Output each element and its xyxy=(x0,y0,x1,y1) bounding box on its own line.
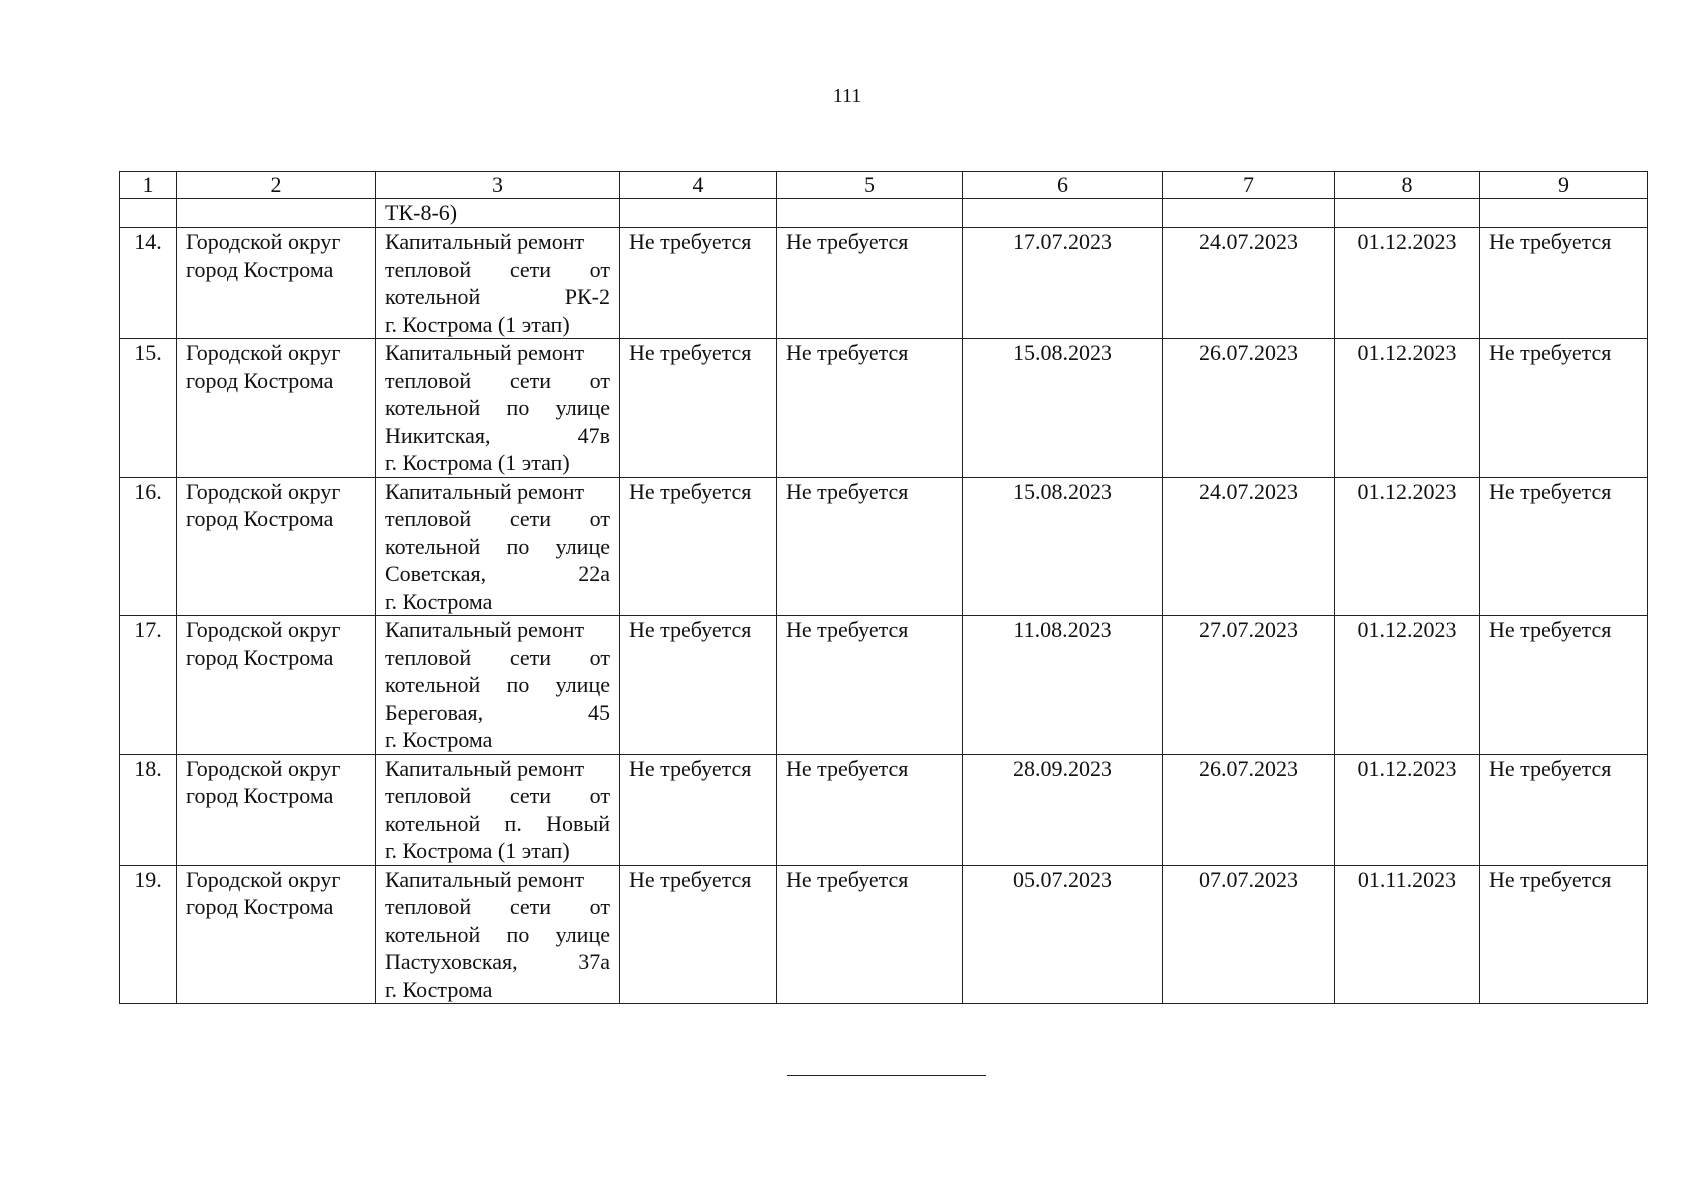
column-6-date: 15.08.2023 xyxy=(963,477,1163,616)
column-8-date: 01.12.2023 xyxy=(1335,339,1480,478)
description-line: Капитальный ремонт xyxy=(385,866,585,892)
column-8-date: 01.11.2023 xyxy=(1335,865,1480,1004)
table-cell xyxy=(1163,199,1335,228)
column-6-date: 17.07.2023 xyxy=(963,228,1163,339)
column-9-value: Не требуется xyxy=(1480,754,1648,865)
column-6-date: 11.08.2023 xyxy=(963,616,1163,755)
table-row xyxy=(120,865,1648,1004)
description-line: Пастуховская, 37а xyxy=(385,949,610,974)
description-line: г. Кострома (1 этап) xyxy=(385,450,570,475)
row-number: 19. xyxy=(120,865,177,1004)
column-4-value: Не требуется xyxy=(620,754,777,865)
description-line: тепловой сети от xyxy=(385,644,610,670)
column-number: 4 xyxy=(620,172,777,199)
region-name: Городской округ город Кострома xyxy=(177,865,376,1004)
table-cell xyxy=(963,199,1163,228)
column-9-value: Не требуется xyxy=(1480,228,1648,339)
column-5-value: Не требуется xyxy=(777,339,963,478)
row-number: 18. xyxy=(120,754,177,865)
description-line: котельной по улице xyxy=(385,672,610,697)
column-4-value: Не требуется xyxy=(620,228,777,339)
column-5-value: Не требуется xyxy=(777,477,963,616)
description-line: Береговая, 45 xyxy=(385,699,610,725)
description-line: тепловой сети от xyxy=(385,367,610,393)
description-line: Советская, 22а xyxy=(385,561,610,586)
column-7-date: 07.07.2023 xyxy=(1163,865,1335,1004)
column-7-date: 26.07.2023 xyxy=(1163,339,1335,478)
column-number: 6 xyxy=(963,172,1163,199)
column-8-date: 01.12.2023 xyxy=(1335,754,1480,865)
table-body xyxy=(120,228,1648,1004)
work-description xyxy=(376,339,620,478)
region-name: Городской округ город Кострома xyxy=(177,616,376,755)
work-description xyxy=(376,754,620,865)
column-8-date: 01.12.2023 xyxy=(1335,477,1480,616)
row-number: 14. xyxy=(120,228,177,339)
work-description xyxy=(376,228,620,339)
table-cell xyxy=(1480,199,1648,228)
table-row xyxy=(120,754,1648,865)
table-cell xyxy=(120,199,177,228)
column-8-date: 01.12.2023 xyxy=(1335,616,1480,755)
description-line: тепловой сети от xyxy=(385,256,610,282)
description-line: г. Кострома xyxy=(385,727,493,752)
description-line: г. Кострома xyxy=(385,976,493,1002)
description-line: Капитальный ремонт xyxy=(385,229,585,254)
description-line: котельной по улице xyxy=(385,921,610,947)
column-7-date: 27.07.2023 xyxy=(1163,616,1335,755)
column-5-value: Не требуется xyxy=(777,754,963,865)
column-9-value: Не требуется xyxy=(1480,865,1648,1004)
row-number: 16. xyxy=(120,477,177,616)
column-9-value: Не требуется xyxy=(1480,477,1648,616)
row-number: 15. xyxy=(120,339,177,478)
table-cell xyxy=(620,199,777,228)
column-number: 2 xyxy=(177,172,376,199)
region-name: Городской округ город Кострома xyxy=(177,754,376,865)
table-row xyxy=(120,228,1648,339)
description-line: Никитская, 47в xyxy=(385,422,610,448)
column-number: 3 xyxy=(376,172,620,199)
work-description xyxy=(376,865,620,1004)
description-line: г. Кострома (1 этап) xyxy=(385,311,570,337)
region-name: Городской округ город Кострома xyxy=(177,228,376,339)
column-7-date: 24.07.2023 xyxy=(1163,477,1335,616)
column-number: 8 xyxy=(1335,172,1480,199)
continuation-row xyxy=(120,199,1648,228)
table-row xyxy=(120,339,1648,478)
description-line: котельной п. Новый xyxy=(385,810,610,836)
column-4-value: Не требуется xyxy=(620,477,777,616)
work-description xyxy=(376,477,620,616)
column-5-value: Не требуется xyxy=(777,865,963,1004)
column-5-value: Не требуется xyxy=(777,616,963,755)
column-6-date: 15.08.2023 xyxy=(963,339,1163,478)
table-row xyxy=(120,477,1648,616)
description-line: тепловой сети от xyxy=(385,894,610,919)
table-cell xyxy=(177,199,376,228)
column-9-value: Не требуется xyxy=(1480,339,1648,478)
column-number: 7 xyxy=(1163,172,1335,199)
works-schedule-table xyxy=(119,171,1648,1004)
description-line: Капитальный ремонт xyxy=(385,755,585,781)
column-7-date: 26.07.2023 xyxy=(1163,754,1335,865)
column-6-date: 05.07.2023 xyxy=(963,865,1163,1004)
column-9-value: Не требуется xyxy=(1480,616,1648,755)
description-line: Капитальный ремонт xyxy=(385,617,585,642)
description-line: тепловой сети от xyxy=(385,506,610,531)
table-cell xyxy=(777,199,963,228)
column-5-value: Не требуется xyxy=(777,228,963,339)
column-4-value: Не требуется xyxy=(620,616,777,755)
continued-description: ТК-8-6) xyxy=(376,199,620,228)
table-row xyxy=(120,616,1648,755)
description-line: котельной по улице xyxy=(385,395,610,420)
description-line: Капитальный ремонт xyxy=(385,340,585,365)
work-description xyxy=(376,616,620,755)
description-line: г. Кострома xyxy=(385,588,493,614)
description-line: тепловой сети от xyxy=(385,783,610,808)
column-number: 9 xyxy=(1480,172,1648,199)
footer-rule xyxy=(787,1075,986,1076)
column-number: 1 xyxy=(120,172,177,199)
region-name: Городской округ город Кострома xyxy=(177,477,376,616)
description-line: Капитальный ремонт xyxy=(385,478,585,504)
description-line: котельной по улице xyxy=(385,533,610,559)
description-line: г. Кострома (1 этап) xyxy=(385,838,570,863)
column-4-value: Не требуется xyxy=(620,865,777,1004)
page-number: 111 xyxy=(832,85,862,107)
description-line: котельной РК-2 xyxy=(385,284,610,309)
table-cell xyxy=(1335,199,1480,228)
region-name: Городской округ город Кострома xyxy=(177,339,376,478)
column-8-date: 01.12.2023 xyxy=(1335,228,1480,339)
column-6-date: 28.09.2023 xyxy=(963,754,1163,865)
table-header-row xyxy=(120,172,1648,199)
row-number: 17. xyxy=(120,616,177,755)
column-7-date: 24.07.2023 xyxy=(1163,228,1335,339)
column-4-value: Не требуется xyxy=(620,339,777,478)
column-number: 5 xyxy=(777,172,963,199)
